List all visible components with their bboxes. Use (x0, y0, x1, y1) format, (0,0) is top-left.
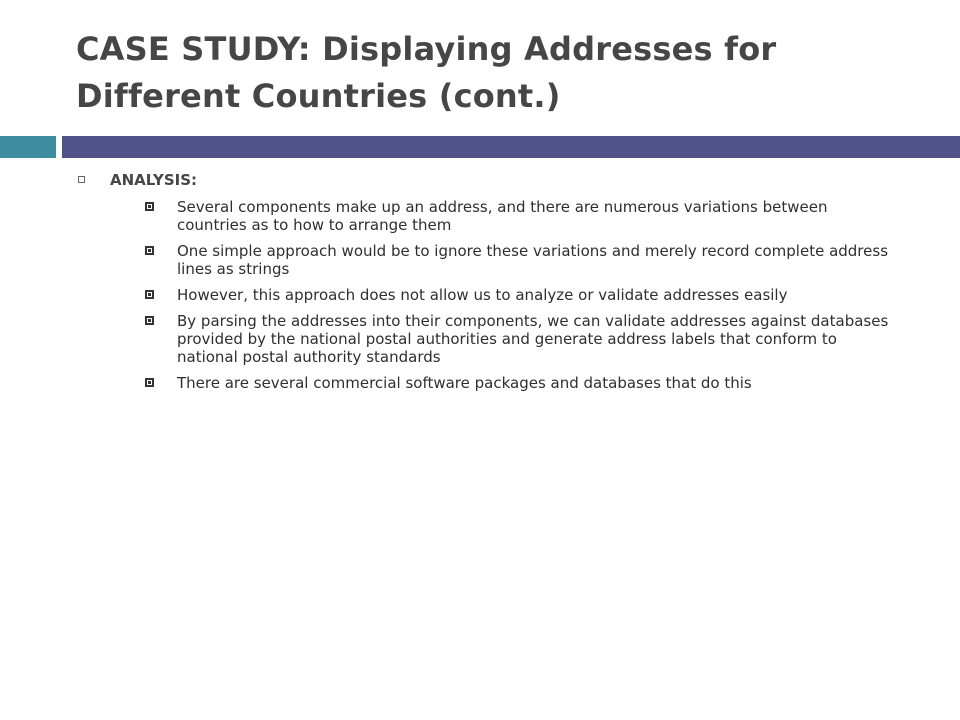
title-accent-bar-right (62, 136, 960, 158)
title-accent-bar-left (0, 136, 56, 158)
list-item-text: However, this approach does not allow us to analyze or validate addresses easily (177, 286, 788, 304)
list-item-text: By parsing the addresses into their components, we can validate addresses against databases provided by the national postal authorities and generate address labels that conform to national postal authority standards (177, 312, 889, 366)
section-heading (76, 170, 896, 190)
analysis-bullet-list (76, 198, 896, 392)
list-item (76, 374, 896, 392)
list-item (76, 312, 896, 366)
list-item-text: One simple approach would be to ignore these variations and merely record complete address lines as strings (177, 242, 889, 278)
filled-square-bullet-icon (145, 246, 154, 255)
filled-square-bullet-icon (145, 202, 154, 211)
section-heading-label: ANALYSIS: (110, 171, 198, 189)
list-item (76, 286, 896, 304)
filled-square-bullet-icon (145, 378, 154, 387)
list-item-text: Several components make up an address, and there are numerous variations between countries as to how to arrange them (177, 198, 828, 234)
filled-square-bullet-icon (145, 316, 154, 325)
list-item (76, 242, 896, 278)
list-item-text: There are several commercial software packages and databases that do this (177, 374, 752, 392)
slide-content (76, 170, 896, 400)
filled-square-bullet-icon (145, 290, 154, 299)
hollow-square-bullet-icon (78, 176, 85, 183)
slide-title: CASE STUDY: Displaying Addresses for Different Countries (cont.) (76, 30, 777, 115)
list-item (76, 198, 896, 234)
